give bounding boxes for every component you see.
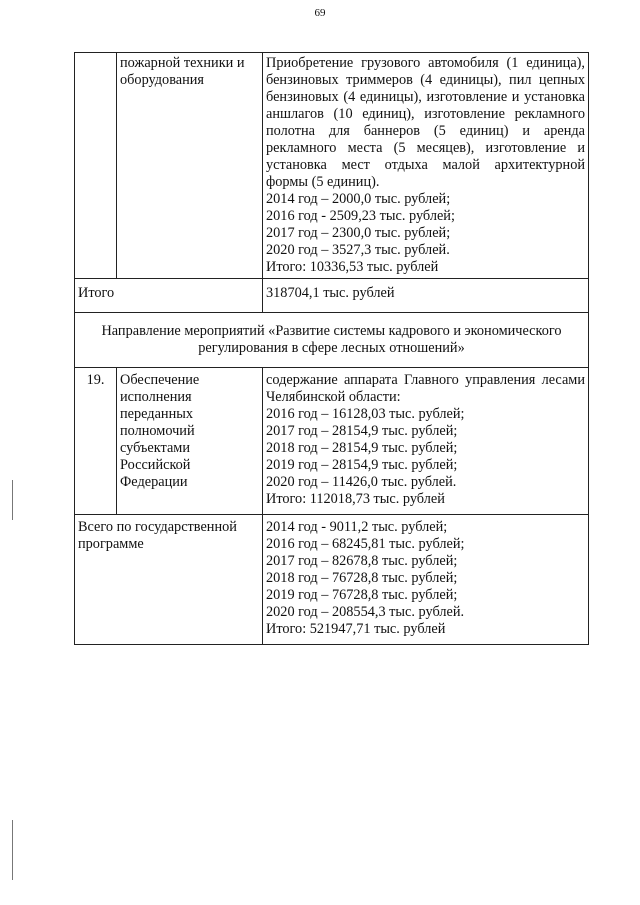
measure-description-cell [263, 53, 589, 279]
year-amount: 2018 год – 28154,9 тыс. рублей; [266, 440, 458, 456]
measure-description: Приобретение грузового автомобиля (1 единица), бензиновых триммеров (4 единицы), пил цепных бензиновых (4 единицы), изготовление и установка аншлагов (10 единиц), изготовление рекламного полотна для баннеров (5 единиц) и аренда рекламного места (5 месяцев), изготовление и установка мест отдыха малой архитектурной формы (5 единиц). [266, 55, 585, 190]
year-amount: 2014 год - 9011,2 тыс. рублей; [266, 519, 448, 535]
page-number: 69 [314, 7, 326, 19]
year-amount: 2017 год – 82678,8 тыс. рублей; [266, 553, 458, 569]
year-amount: 2020 год – 11426,0 тыс. рублей. [266, 474, 457, 490]
year-amount: 2017 год – 2300,0 тыс. рублей; [266, 225, 451, 241]
program-total-cell [263, 515, 589, 645]
year-amount: 2016 год – 68245,81 тыс. рублей; [266, 536, 465, 552]
year-amount: 2019 год – 28154,9 тыс. рублей; [266, 457, 458, 473]
year-amount: 2018 год – 76728,8 тыс. рублей; [266, 570, 458, 586]
scan-artifact-line [12, 480, 13, 520]
table-row-section-header [75, 313, 589, 368]
measures-table [74, 52, 589, 645]
table-row-fire-equipment [75, 53, 589, 279]
measure-name-cell: пожарной техники и оборудования [117, 53, 263, 279]
section-header: Направление мероприятий «Развитие системы кадрового и экономического регулирования в сфере лесных отношений» [75, 313, 589, 368]
itogo-value: 318704,1 тыс. рублей [263, 279, 589, 313]
table-row-program-total [75, 515, 589, 645]
measure-description-cell [263, 368, 589, 515]
year-amount: 2019 год – 76728,8 тыс. рублей; [266, 587, 458, 603]
row-number: 19. [75, 368, 117, 515]
year-amount: 2014 год – 2000,0 тыс. рублей; [266, 191, 451, 207]
year-amount: 2020 год – 208554,3 тыс. рублей. [266, 604, 465, 620]
table-row-19 [75, 368, 589, 515]
measure-total: Итого: 10336,53 тыс. рублей [266, 259, 439, 275]
measure-description: содержание аппарата Главного управления лесами Челябинской области: [266, 372, 585, 405]
row-number-cell [75, 53, 117, 279]
table-row-itogo [75, 279, 589, 313]
itogo-label: Итого [75, 279, 263, 313]
year-amount: 2016 год - 2509,23 тыс. рублей; [266, 208, 455, 224]
year-amount: 2020 год – 3527,3 тыс. рублей. [266, 242, 450, 258]
year-amount: 2016 год – 16128,03 тыс. рублей; [266, 406, 465, 422]
year-amount: 2017 год – 28154,9 тыс. рублей; [266, 423, 458, 439]
program-total: Итого: 521947,71 тыс. рублей [266, 621, 446, 637]
scan-artifact-line [12, 820, 13, 880]
measure-name-cell: Обеспечение исполнения переданных полномочий субъектами Российской Федерации [117, 368, 263, 515]
measure-total: Итого: 112018,73 тыс. рублей [266, 491, 445, 507]
program-total-label: Всего по государственной программе [75, 515, 263, 645]
